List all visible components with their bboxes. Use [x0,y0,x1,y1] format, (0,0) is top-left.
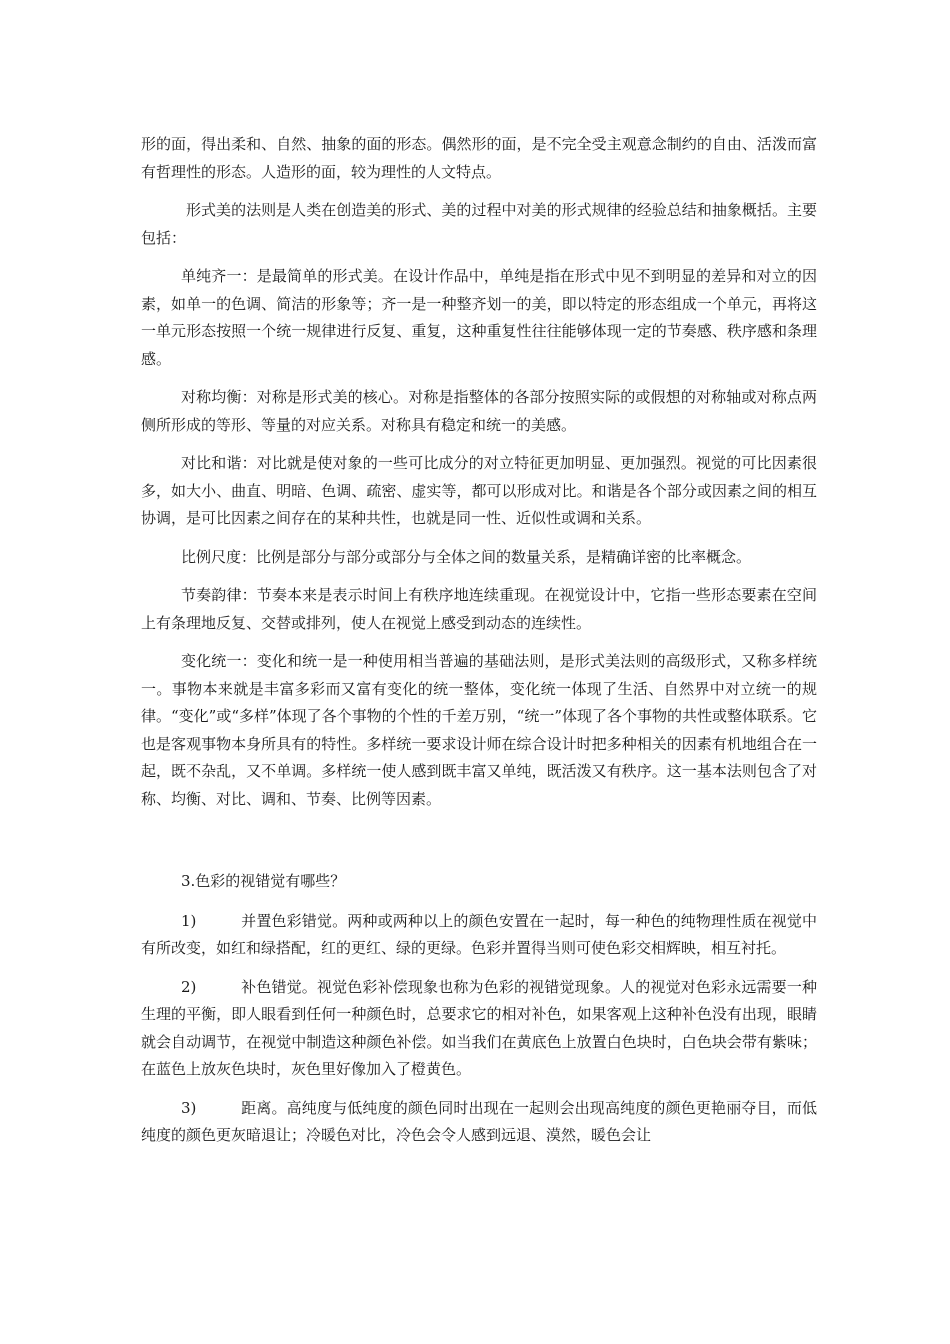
paragraph-face-forms: 形的面，得出柔和、自然、抽象的面的形态。偶然形的面，是不完全受主观意念制约的自由、活泼而富有哲理性的形态。人造形的面，较为理性的人文特点。 [141,135,817,181]
list-item-text: 距离。高纯度与低纯度的颜色同时出现在一起则会出现高纯度的颜色更艳丽夺目，而低纯度的颜色更灰暗退让；冷暖色对比，冷色会令人感到远退、漠然，暖色会让 [141,1098,817,1144]
paragraph-unity: 变化统一：变化和统一是一种使用相当普遍的基础法则，是形式美法则的高级形式，又称多样统一。事物本来就是丰富多彩而又富有变化的统一整体，变化统一体现了生活、自然界中对立统一的规律。“变化”或“多样”体现了各个事物的个性的千差万别，“统一”体现了各个事物的共性或整体联系。它也是客观事物本身所具有的特性。多样统一要求设计师在综合设计时把多种相关的因素有机地组合在一起，既不杂乱，又不单调。多样统一使人感到既丰富又单纯，既活泼又有秩序。这一基本法则包含了对称、均衡、对比、调和、节奏、比例等因素。 [141,652,818,808]
section-gap [141,824,817,868]
paragraph-rhythm: 节奏韵律：节奏本来是表示时间上有秩序地连续重现。在视觉设计中，它指一些形态要素在空间上有条理地反复、交替或排列，使人在视觉上感受到动态的连续性。 [141,586,817,632]
question-heading: 3.色彩的视错觉有哪些？ [181,872,346,890]
list-item [141,1095,817,1150]
paragraph-form-beauty-intro: 形式美的法则是人类在创造美的形式、美的过程中对美的形式规律的经验总结和抽象概括。主要包括： [141,201,817,247]
paragraph-symmetry: 对称均衡：对称是形式美的核心。对称是指整体的各部分按照实际的或假想的对称轴或对称点两侧所形成的等形、等量的对应关系。对称具有稳定和统一的美感。 [141,388,817,434]
list-item-number: 2) [181,977,197,996]
list-item-number: 3) [181,1098,197,1117]
paragraph-simplicity: 单纯齐一：是最简单的形式美。在设计作品中，单纯是指在形式中见不到明显的差异和对立的因素，如单一的色调、简洁的形象等；齐一是一种整齐划一的美，即以特定的形态组成一个单元，再将这一单元形态按照一个统一规律进行反复、重复，这种重复性往往能够体现一定的节奏感、秩序感和条理感。 [141,267,817,368]
list-item [141,974,817,1084]
list-item-text: 补色错觉。视觉色彩补偿现象也称为色彩的视错觉现象。人的视觉对色彩永远需要一种生理的平衡，即人眼看到任何一种颜色时，总要求它的相对补色，如果客观上这种补色没有出现，眼睛就会自动调节，在视觉中制造这种颜色补偿。如当我们在黄底色上放置白色块时，白色块会带有紫味；在蓝色上放灰色块时，灰色里好像加入了橙黄色。 [141,977,817,1078]
paragraph-proportion: 比例尺度：比例是部分与部分或部分与全体之间的数量关系，是精确详密的比率概念。 [181,547,752,566]
list-item-text: 并置色彩错觉。两种或两种以上的颜色安置在一起时，每一种色的纯物理性质在视觉中有所改变，如红和绿搭配，红的更红、绿的更绿。色彩并置得当则可使色彩交相辉映，相互衬托。 [141,911,817,957]
list-item-number: 1) [181,911,197,930]
document-page [141,131,817,1161]
list-item [141,908,817,963]
paragraph-contrast: 对比和谐：对比就是使对象的一些可比成分的对立特征更加明显、更加强烈。视觉的可比因素很多，如大小、曲直、明暗、色调、疏密、虚实等，都可以形成对比。和谐是各个部分或因素之间的相互协调，是可比因素之间存在的某种共性，也就是同一性、近似性或调和关系。 [141,454,817,527]
